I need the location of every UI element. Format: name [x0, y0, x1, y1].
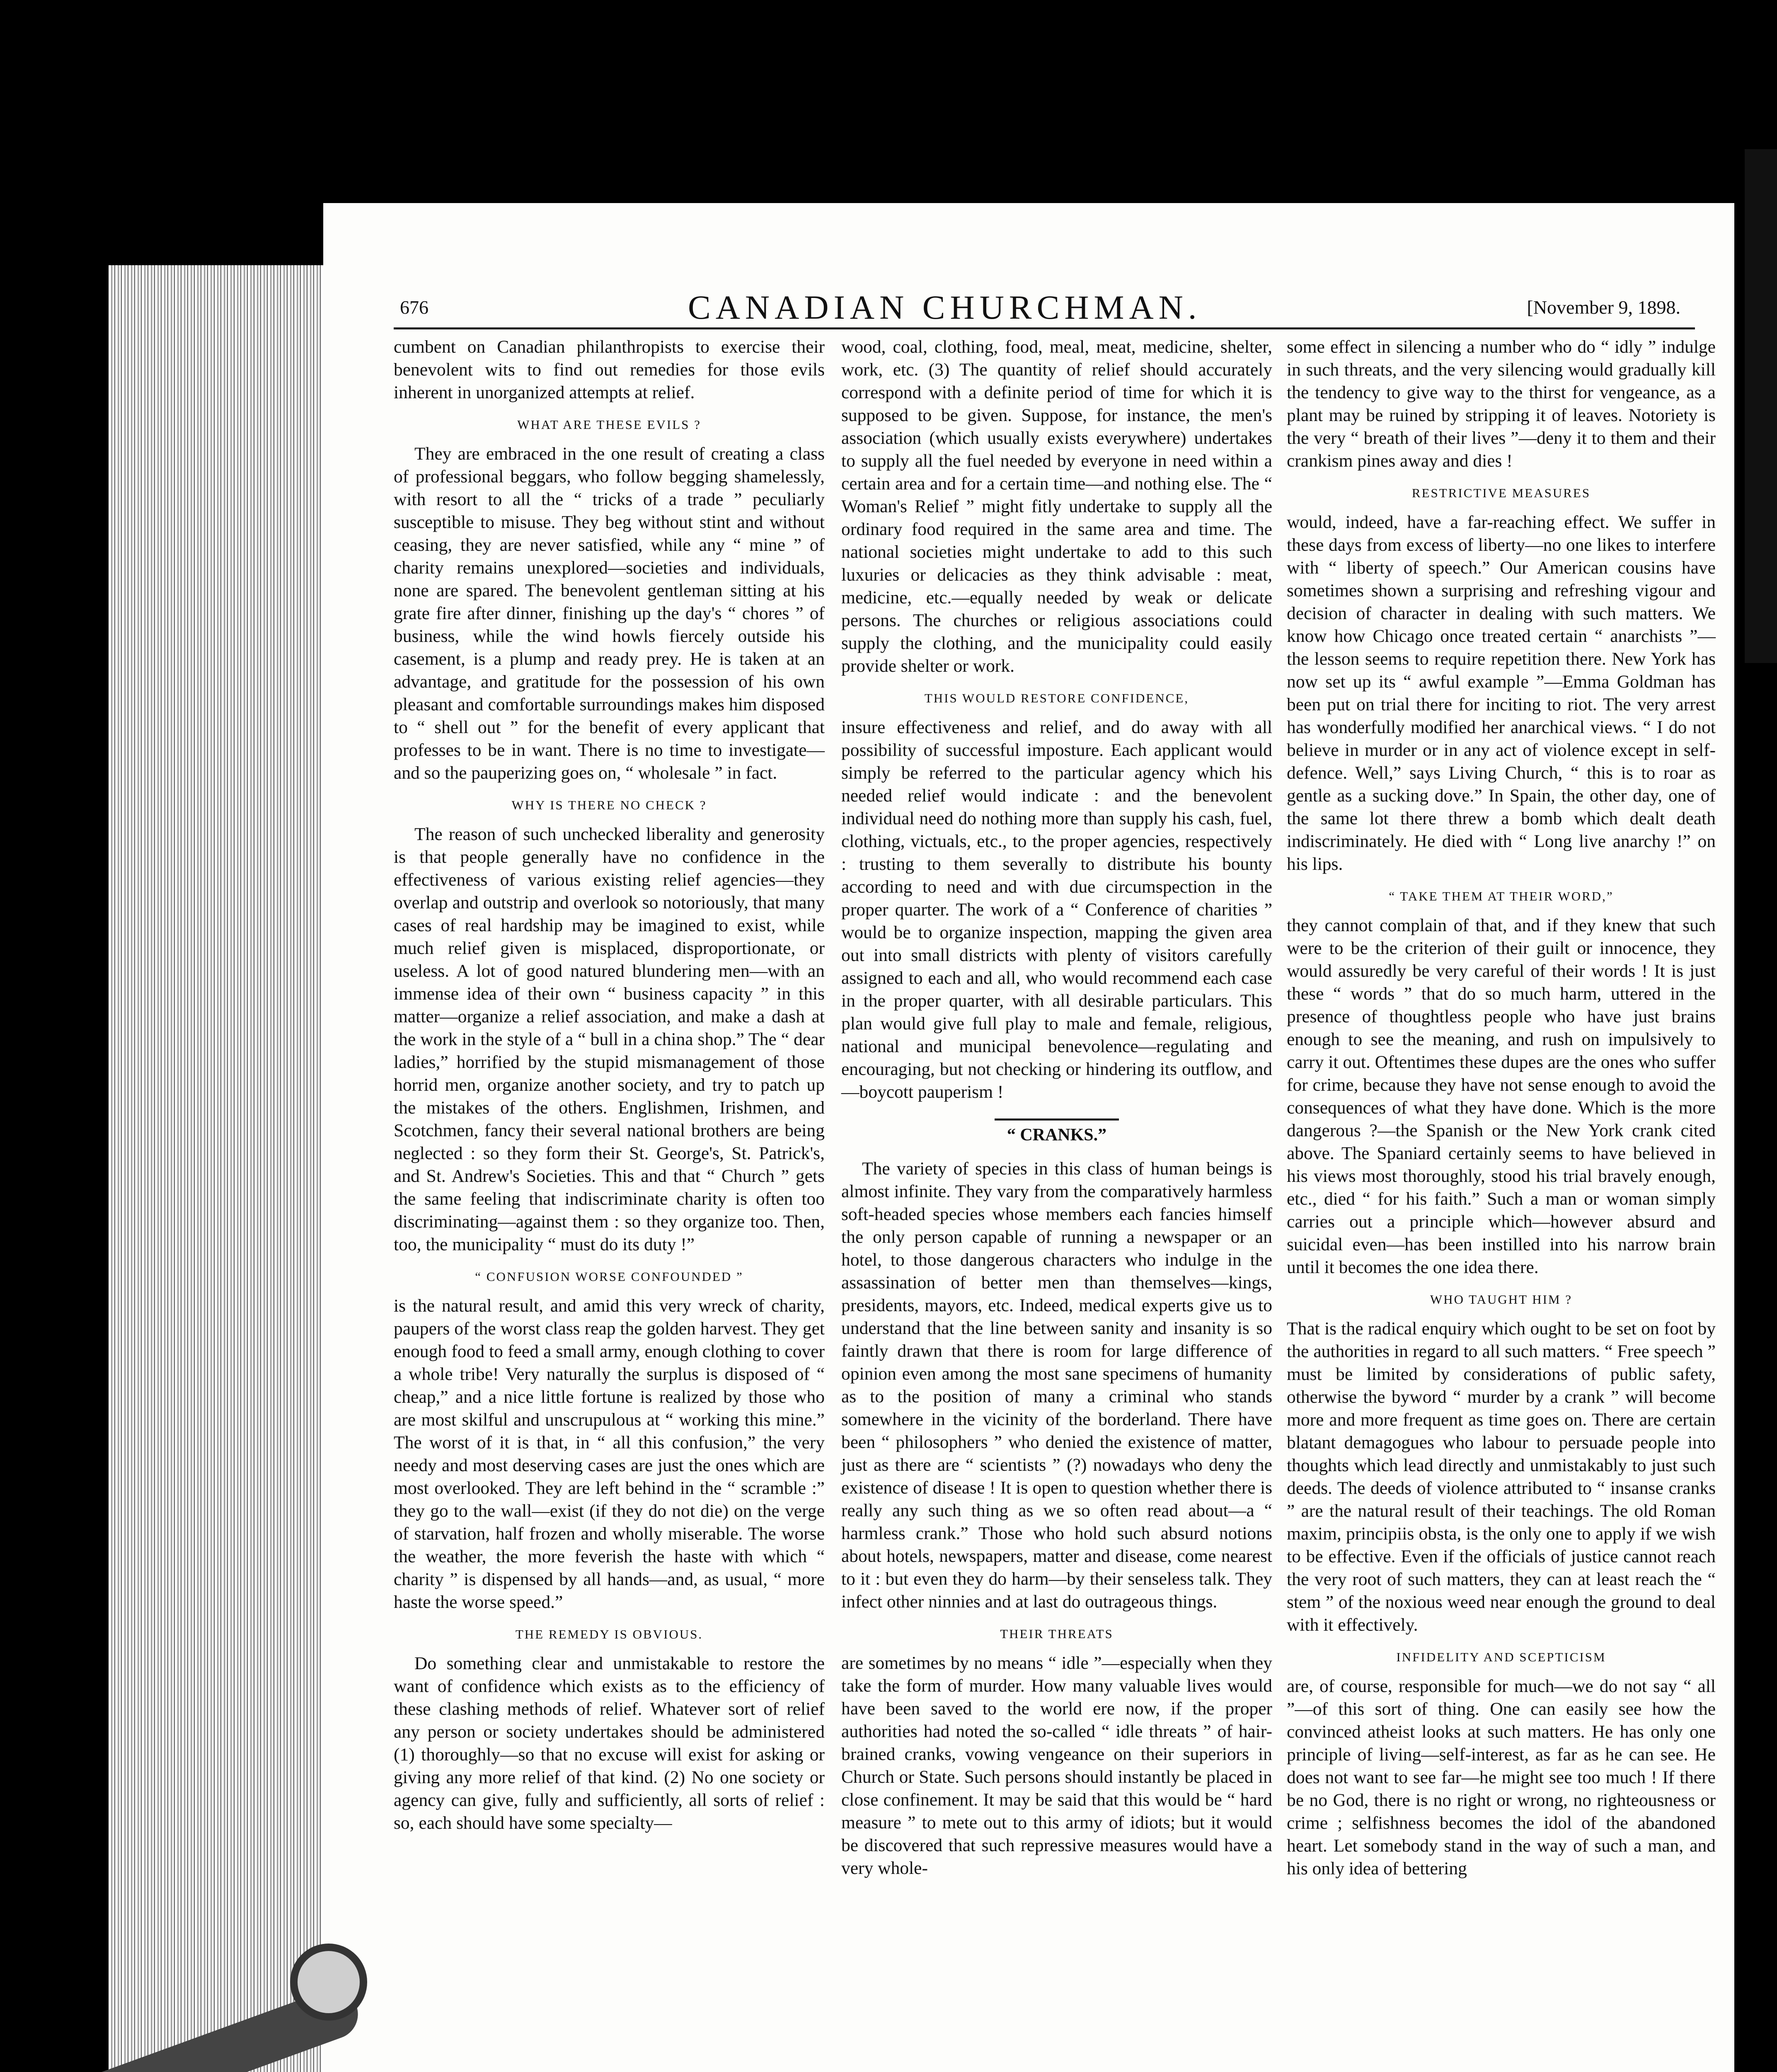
paragraph: cumbent on Canadian philanthropists to exercise their benevolent wits to find out remedies for those evils inherent in unorganized attempts at relief. [394, 337, 825, 402]
paragraph: wood, coal, clothing, food, meal, meat, medicine, shelter, work, etc. (3) The quantity of relief should accurately correspond with a definite period of time for which it is supposed to be given. Suppose, for instance, the men's association (which usually exists everywhere) undertakes to supply all the fuel needed by everyone in need within a certain area and for a certain time—and nothing else. The “ Woman's Relief ” might fitly undertake to supply all the ordinary food required in the same area and time. The national societies might undertake to add to this such luxuries or delicacies as they think advisable : meat, medicine, etc.—equally needed by weak or delicate persons. The churches or religious associations could supply the clothing, and the municipality could easily provide shelter or work. [841, 337, 1272, 676]
column-1 [394, 336, 825, 1835]
article-title [841, 1118, 1272, 1147]
section-heading: “ TAKE THEM AT THEIR WORD,” [1389, 889, 1614, 903]
paragraph: The variety of species in this class of human beings is almost infinite. They vary from the comparatively harmless soft-headed species whose members each fancies himself the only person capable of running a newspaper or an hotel, to those dangerous characters who indulge in the assassination of better men than themselves—kings, presidents, mayors, etc. Indeed, medical experts give us to understand that the line between sanity and insanity is so faintly drawn that there is room for large difference of opinion even among the most sane specimens of humanity as to the position of many a criminal who stands somewhere in the vicinity of the borderland. There have been “ philosophers ” who denied the existence of matter, just as there are “ scientists ” (?) nowadays who deny the existence of disease ! It is open to question whether there is really any such thing as we so often read about—a “ harmless crank.” Those who hold such absurd notions about hotels, newspapers, matter and disease, come nearest to it : but even they do harm—by their senseless talk. They infect other ninnies and at last do outrageous things. [841, 1159, 1272, 1612]
section-heading: THIS WOULD RESTORE CONFIDENCE, [924, 691, 1189, 705]
paragraph: That is the radical enquiry which ought to be set on foot by the authorities in regard to all such matters. “ Free speech ” must be limited by considerations of public safety, otherwise the byword “ murder by a crank ” will become more and more frequent as time goes on. There are certain blatant demagogues who labour to persuade people into thoughts which lead directly and unmistakably to just such deeds. The deeds of violence attributed to “ insanse cranks ” are the natural result of their teachings. The old Roman maxim, principiis obsta, is the only one to apply if we wish to be effective. Even if the officials of justice cannot reach the very root of such matters, they can at least reach the “ stem ” of the noxious weed near enough the ground to deal with it effectively. [1287, 1319, 1716, 1635]
running-title: CANADIAN CHURCHMAN. [688, 288, 1202, 326]
paragraph: They are embraced in the one result of creating a class of professional beggars, who follow begging shamelessly, with resort to all the “ tricks of a trade ” peculiarly susceptible to misuse. They beg without stint and without ceasing, they are never satisfied, while any “ mine ” of charity remains unexplored—societies and individuals, none are spared. The benevolent gentleman sitting at his grate fire after dinner, finishing up the day's “ chores ” of business, while the wind howls fiercely outside his casement, is a plump and ready prey. He is taken at an advantage, and gratitude for the possession of his own pleasant and comfortable surroundings makes him disposed to “ shell out ” for the benefit of every applicant that professes to be in want. There is no time to investigate—and so the pauperizing goes on, “ wholesale ” in fact. [394, 444, 825, 783]
newspaper-page [323, 203, 1734, 2072]
page-clip-ring [290, 1944, 367, 2021]
paragraph: insure effectiveness and relief, and do away with all possibility of successful imposture. Each applicant would simply be referred to the particular agency which his needed relief would indicate : and the benevolent individual need do nothing more than supply his cash, fuel, clothing, victuals, etc., to the proper agencies, respectively : trusting to them severally to distribute his bounty according to need and with due circumspection in the proper quarter. The work of a “ Conference of charities ” would be to organize inspection, mapping the given area out into small districts with plenty of visitors carefully assigned to each and all, who would recommend each case in the proper quarter, with all desirable particulars. This plan would give full play to male and female, religious, national and municipal benevolence—regulating and encouraging, but not checking or hindering its outflow, and—boycott pauperism ! [841, 717, 1272, 1102]
paragraph: some effect in silencing a number who do “ idly ” indulge in such threats, and the very silencing would gradually kill the tendency to give way to the thirst for vengeance, as a plant may be ruined by stripping it of leaves. Notoriety is the very “ breath of their lives ”—deny it to them and their crankism pines away and dies ! [1287, 337, 1716, 471]
paragraph: The reason of such unchecked liberality and generosity is that people generally have no confidence in the effectiveness of various existing relief agencies—they overlap and outstrip and overlook so notoriously, that many cases of real hardship may be imagined to exist, while much relief given is misplaced, disproportionate, or useless. A lot of good natured blundering men—with an immense idea of their own “ business capacity ” in this matter—organize a relief association, and make a dash at the work in the style of a “ bull in a china shop.” The “ dear ladies,” horrified by the stupid mismanagement of those horrid men, organize another society, and try to patch up the mistakes of the others. Englishmen, Irishmen, and Scotchmen, fancy their several national brothers are being neglected : so they form their St. George's, St. Patrick's, and St. Andrew's Societies. This and that “ Church ” gets the same feeling that indiscriminate charity is often too discriminating—against them : so they organize too. Then, too, the municipality “ must do its duty !” [394, 824, 825, 1254]
section-heading: THE REMEDY IS OBVIOUS. [515, 1627, 703, 1641]
book-page-edges [109, 265, 324, 2072]
paragraph: they cannot complain of that, and if they knew that such were to be the criterion of their guilt or innocence, they would assuredly be very careful of their words ! It is just these “ words ” that do so much harm, uttered in the presence of thoughtless people who have just brains enough to see the meaning, and rush on impulsively to carry it out. Oftentimes these dupes are the ones who suffer for crime, because they have not sense enough to avoid the consequences of what they have done. Which is the more dangerous ?—the Spanish or the New York crank cited above. The Spaniard certainly seems to have believed in his views most thoroughly, stood his trial bravely enough, etc., died “ for his faith.” Such a man or woman simply carries out a principle which—however absurd and suicidal even—has been instilled into his narrow brain until it becomes the one idea there. [1287, 915, 1716, 1277]
paragraph: would, indeed, have a far-reaching effect. We suffer in these days from excess of liberty—no one likes to interfere with “ liberty of speech.” Our American cousins have sometimes shown a surprising and refreshing vigour and decision of character in dealing with such matters. We know how Chicago once treated certain “ anarchists ”— the lesson seems to require repetition there. New York has now set up its “ awful example ”—Emma Goldman has been put on trial there for inciting to riot. The very arrest has wonderfully modified her anarchical views. “ I do not believe in murder or in any act of violence except in self-defence. Well,” says Living Church, “ this is to roar as gentle as a sucking dove.” In Spain, the other day, one of the same lot there threw a bomb which dealt death indiscriminately. He died with “ Long live anarchy !” on his lips. [1287, 512, 1716, 874]
paragraph: is the natural result, and amid this very wreck of charity, paupers of the worst class reap the golden harvest. They get enough food to feed a small army, enough clothing to cover a whole tribe! Very naturally the surplus is disposed of “ cheap,” and a nice little fortune is realized by those who are most skilful and unscrupulous at “ working this mine.” The worst of it is that, in “ all this confusion,” the very needy and most deserving cases are just the ones which are most overlooked. They are left behind in the “ scramble :” they go to the wall—exist (if they do not die) on the verge of starvation, half frozen and wholly miserable. The worse the weather, the more feverish the haste with which “ charity ” is dispensed by all hands—and, as usual, “ more haste the worse speed.” [394, 1296, 825, 1612]
section-heading: “ CONFUSION WORSE CONFOUNDED ” [475, 1269, 743, 1284]
section-heading: INFIDELITY AND SCEPTICISM [1396, 1650, 1606, 1664]
paragraph: are, of course, responsible for much—we do not say “ all ”—of this sort of thing. One can easily see how the convinced atheist looks at such matters. He has only one principle of living—self-interest, as far as he can see. He does not want to see far—he might see too much ! If there be no God, there is no right or wrong, no righteousness or crime ; selfishness becomes the idol of the abandoned heart. Let somebody stand in the way of such a man, and his only idea of bettering [1287, 1676, 1716, 1878]
paragraph: Do something clear and unmistakable to restore the want of confidence which exists as to the efficiency of these clashing methods of relief. Whatever sort of relief any person or society undertakes should be administered (1) thoroughly—so that no excuse will exist for asking or giving any more relief of that kind. (2) No one society or agency can give, fully and sufficiently, all sorts of relief : so, each should have some specialty— [394, 1653, 825, 1833]
column-3 [1287, 336, 1716, 1880]
scan-margin-bar [1745, 149, 1777, 663]
header-rule [394, 327, 1695, 329]
section-heading: RESTRICTIVE MEASURES [1411, 486, 1591, 500]
issue-date: [November 9, 1898. [1527, 297, 1680, 318]
section-heading: WHY IS THERE NO CHECK ? [511, 798, 707, 812]
section-heading: THEIR THREATS [1000, 1627, 1114, 1641]
paragraph: are sometimes by no means “ idle ”—especially when they take the form of murder. How many valuable lives would have been saved to the world ere now, if the proper authorities had noted the so-called “ idle threats ” of hair-brained cranks, vowing vengeance on their superiors in Church or State. Such persons should instantly be placed in close confinement. It may be said that this would be “ hard measure ” to mete out to this army of idiots; but it would be discovered that such repressive measures would have a very whole- [841, 1653, 1272, 1878]
article-title-text: “ CRANKS.” [995, 1118, 1119, 1147]
section-heading: WHO TAUGHT HIM ? [1430, 1292, 1573, 1307]
page-number: 676 [400, 297, 429, 318]
section-heading: WHAT ARE THESE EVILS ? [517, 417, 701, 432]
column-2 [841, 336, 1272, 1880]
